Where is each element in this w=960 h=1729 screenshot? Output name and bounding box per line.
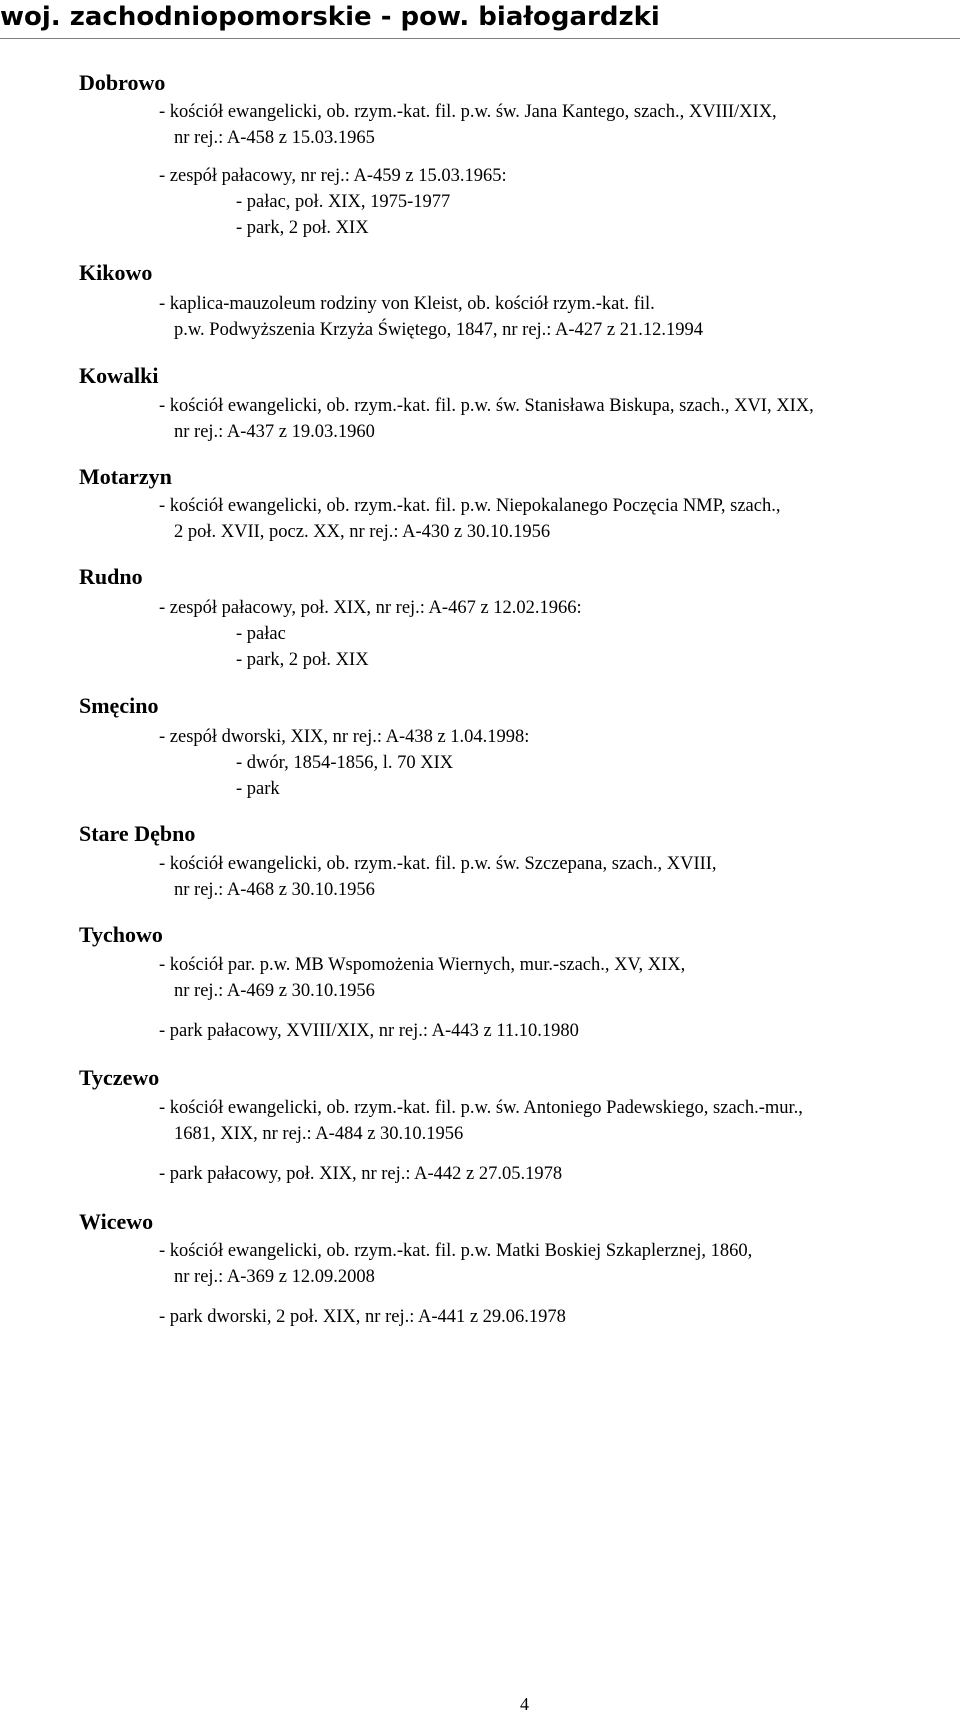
entry-line: - park pałacowy, XVIII/XIX, nr rej.: A-443 z 11.10.1980 bbox=[159, 1021, 579, 1041]
entry-line: - kościół ewangelicki, ob. rzym.-kat. fil. p.w. św. Stanisława Biskupa, szach., XVI, XIX, bbox=[159, 396, 814, 416]
town-motarzyn: Motarzyn bbox=[79, 464, 172, 489]
entry-line: - kościół par. p.w. MB Wspomożenia Wiernych, mur.-szach., XV, XIX, bbox=[159, 955, 686, 975]
entry-line: - kaplica-mauzoleum rodziny von Kleist, ob. kościół rzym.-kat. fil. bbox=[159, 294, 655, 314]
town-kikowo: Kikowo bbox=[79, 260, 153, 285]
entry-line: - pałac, poł. XIX, 1975-1977 bbox=[236, 192, 451, 212]
entry-line: - zespół dworski, XIX, nr rej.: A-438 z 1.04.1998: bbox=[159, 727, 530, 747]
town-tychowo: Tychowo bbox=[79, 922, 163, 947]
entry-line: nr rej.: A-458 z 15.03.1965 bbox=[174, 128, 375, 148]
entry-line: - kościół ewangelicki, ob. rzym.-kat. fil. p.w. Niepokalanego Poczęcia NMP, szach., bbox=[159, 496, 781, 516]
page-header: woj. zachodniopomorskie - pow. białogardzki bbox=[0, 2, 660, 32]
entry-line: - pałac bbox=[236, 624, 286, 644]
page-number: 4 bbox=[520, 1694, 529, 1714]
entry-line: - kościół ewangelicki, ob. rzym.-kat. fil. p.w. św. Jana Kantego, szach., XVIII/XIX, bbox=[159, 102, 777, 122]
entry-line: nr rej.: A-437 z 19.03.1960 bbox=[174, 422, 375, 442]
town-tyczewo: Tyczewo bbox=[79, 1065, 160, 1090]
town-smecino: Smęcino bbox=[79, 693, 159, 718]
entry-line: - park dworski, 2 poł. XIX, nr rej.: A-441 z 29.06.1978 bbox=[159, 1307, 566, 1327]
entry-line: 2 poł. XVII, pocz. XX, nr rej.: A-430 z 30.10.1956 bbox=[174, 522, 551, 542]
town-wicewo: Wicewo bbox=[79, 1209, 154, 1234]
entry-line: - kościół ewangelicki, ob. rzym.-kat. fil. p.w. św. Antoniego Padewskiego, szach.-mur., bbox=[159, 1098, 803, 1118]
entry-line: - dwór, 1854-1856, l. 70 XIX bbox=[236, 753, 454, 773]
entry-line: nr rej.: A-468 z 30.10.1956 bbox=[174, 880, 375, 900]
entry-line: nr rej.: A-469 z 30.10.1956 bbox=[174, 981, 375, 1001]
entry-line: - park, 2 poł. XIX bbox=[236, 650, 369, 670]
entry-line: nr rej.: A-369 z 12.09.2008 bbox=[174, 1267, 375, 1287]
town-stare-debno: Stare Dębno bbox=[79, 821, 196, 846]
header-rule bbox=[0, 38, 960, 39]
town-kowalki: Kowalki bbox=[79, 363, 159, 388]
entry-line: 1681, XIX, nr rej.: A-484 z 30.10.1956 bbox=[174, 1124, 464, 1144]
entry-line: p.w. Podwyższenia Krzyża Świętego, 1847, nr rej.: A-427 z 21.12.1994 bbox=[174, 320, 704, 340]
entry-line: - park bbox=[236, 779, 280, 799]
entry-line: - park, 2 poł. XIX bbox=[236, 218, 369, 238]
entry-line: - kościół ewangelicki, ob. rzym.-kat. fil. p.w. Matki Boskiej Szkaplerznej, 1860, bbox=[159, 1241, 753, 1261]
entry-line: - zespół pałacowy, poł. XIX, nr rej.: A-467 z 12.02.1966: bbox=[159, 598, 582, 618]
town-rudno: Rudno bbox=[79, 564, 143, 589]
town-dobrowo: Dobrowo bbox=[79, 70, 166, 95]
entry-line: - kościół ewangelicki, ob. rzym.-kat. fil. p.w. św. Szczepana, szach., XVIII, bbox=[159, 854, 717, 874]
entry-line: - park pałacowy, poł. XIX, nr rej.: A-442 z 27.05.1978 bbox=[159, 1164, 563, 1184]
entry-line: - zespół pałacowy, nr rej.: A-459 z 15.03.1965: bbox=[159, 166, 507, 186]
